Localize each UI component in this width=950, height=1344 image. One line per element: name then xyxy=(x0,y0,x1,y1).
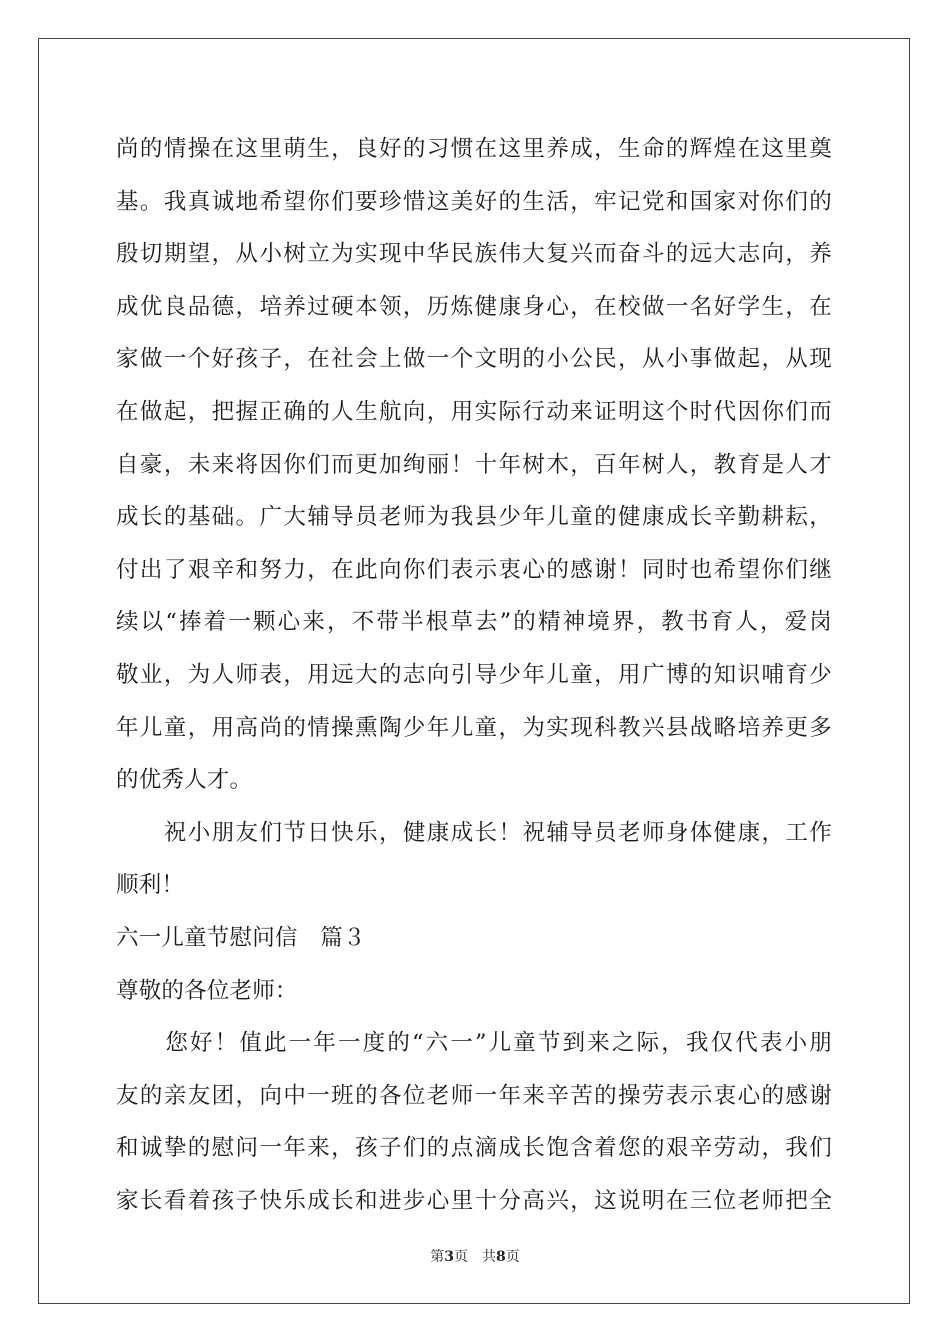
text-line: 家做一个好孩子，在社会上做一个文明的小公民，从小事做起，从现 xyxy=(116,346,832,373)
text-line: 成长的基础。广大辅导员老师为我县少年儿童的健康成长辛勤耕耘， xyxy=(116,504,832,531)
footer-current-page: 3 xyxy=(444,1249,454,1265)
text-line: 家长看着孩子快乐成长和进步心里十分高兴，这说明在三位老师把全 xyxy=(116,1187,832,1214)
text-line: 顺利！ xyxy=(116,872,185,899)
text-line: 和诚挚的慰问一年来，孩子们的点滴成长饱含着您的艰辛劳动，我们 xyxy=(116,1135,832,1162)
footer-total-label: 页 xyxy=(505,1249,520,1265)
text-line: 敬业，为人师表，用远大的志向引导少年儿童，用广博的知识哺育少 xyxy=(116,661,832,688)
page-footer xyxy=(0,1246,950,1266)
text-line: 殷切期望，从小树立为实现中华民族伟大复兴而奋斗的远大志向，养 xyxy=(116,241,832,268)
text-line: 祝小朋友们节日快乐，健康成长！祝辅导员老师身体健康，工作 xyxy=(116,819,832,846)
text-line: 您好！值此一年一度的“六一”儿童节到来之际，我仅代表小朋 xyxy=(116,1030,832,1057)
text-line: 六一儿童节慰问信 篇３ xyxy=(116,924,366,951)
text-line: 在做起，把握正确的人生航向，用实际行动来证明这个时代因你们而 xyxy=(116,398,832,425)
document-body xyxy=(116,123,832,1227)
text-line: 成优良品德，培养过硬本领，历炼健康身心，在校做一名好学生，在 xyxy=(116,293,832,320)
footer-total-prefix: 共 xyxy=(482,1249,496,1265)
text-line: 尊敬的各位老师： xyxy=(116,977,298,1004)
text-line: 的优秀人才。 xyxy=(116,767,253,794)
footer-prefix: 第 xyxy=(430,1249,445,1265)
text-line: 年儿童，用高尚的情操熏陶少年儿童，为实现科教兴县战略培养更多 xyxy=(116,714,832,741)
text-line: 基。我真诚地希望你们要珍惜这美好的生活，牢记党和国家对你们的 xyxy=(116,188,832,215)
text-line: 续以“捧着一颗心来，不带半根草去”的精神境界，教书育人，爱岗 xyxy=(116,609,832,636)
text-line: 友的亲友团，向中一班的各位老师一年来辛苦的操劳表示衷心的感谢 xyxy=(116,1082,832,1109)
text-line: 自豪，未来将因你们而更加绚丽！十年树木，百年树人，教育是人才 xyxy=(116,451,832,478)
text-line: 付出了艰辛和努力，在此向你们表示衷心的感谢！同时也希望你们继 xyxy=(116,556,832,583)
footer-page-label: 页 xyxy=(454,1249,468,1265)
footer-total-pages: 8 xyxy=(496,1249,506,1265)
text-line: 尚的情操在这里萌生，良好的习惯在这里养成，生命的辉煌在这里奠 xyxy=(116,136,832,162)
